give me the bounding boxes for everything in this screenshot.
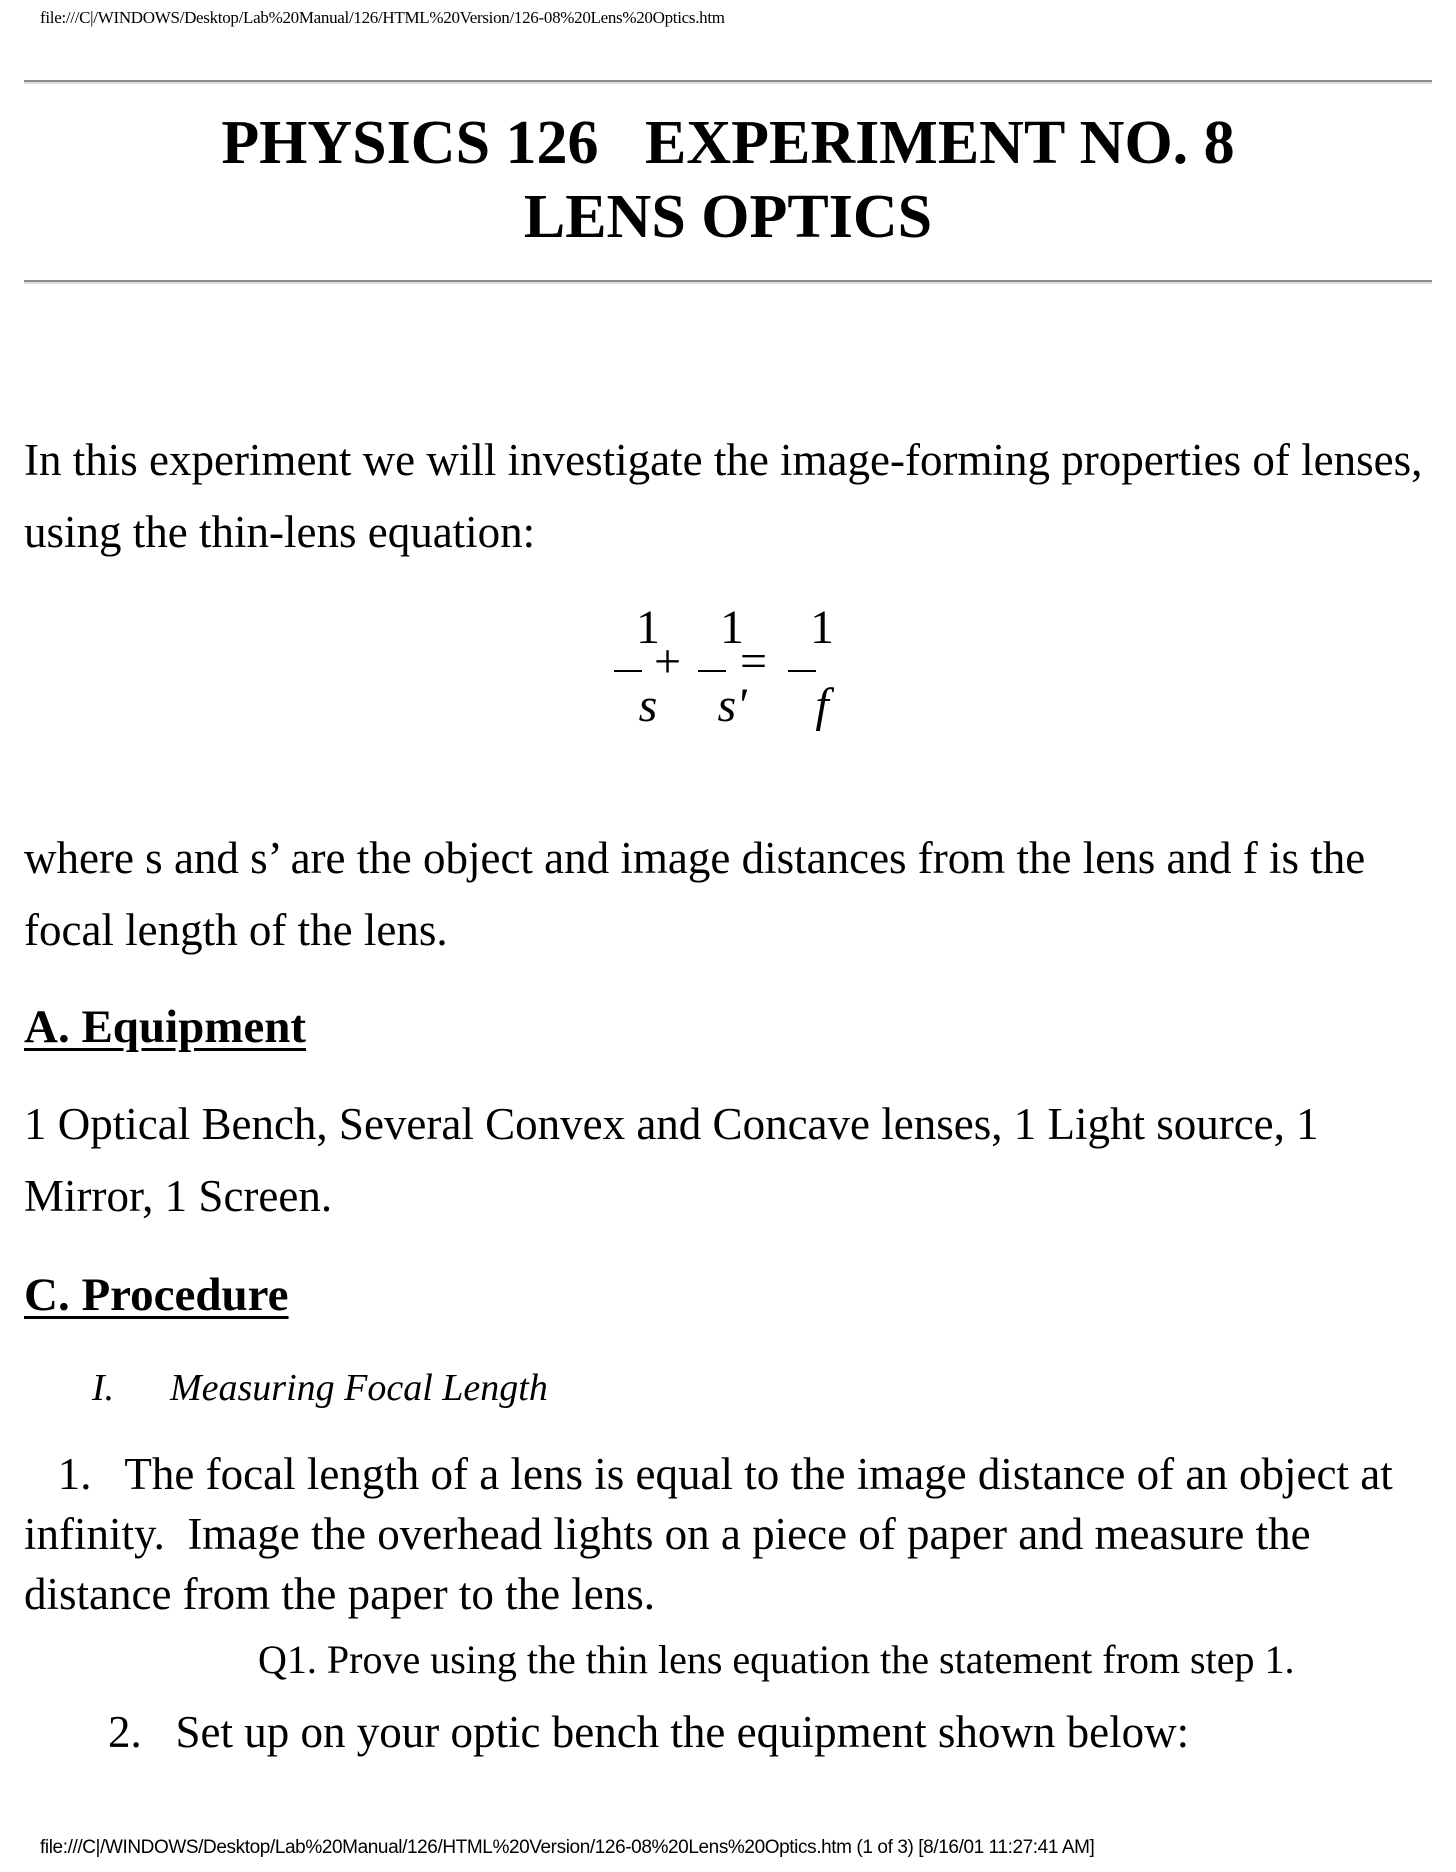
top-rule: [24, 80, 1432, 84]
denominator: s': [717, 679, 747, 732]
plus-sign: +: [654, 635, 682, 688]
fraction-bar: [698, 670, 726, 672]
numerator: 1: [810, 601, 834, 654]
thin-lens-equation: [608, 600, 848, 750]
subsection-title: [92, 1366, 548, 1410]
intro-paragraph: In this experiment we will investigate the image-forming properties of lenses, using the thin-lens equation:: [24, 435, 1423, 557]
question-q1: Q1. Prove using the thin lens equation the statement from step 1.: [258, 1637, 1295, 1682]
bottom-rule: [24, 280, 1432, 284]
where-paragraph: where s and s’ are the object and image distances from the lens and f is the focal length of the lens.: [24, 833, 1366, 955]
numerator: 1: [720, 601, 744, 654]
numerator: 1: [636, 601, 660, 654]
procedure-step-1: 1. The focal length of a lens is equal to the image distance of an object at infinity. Image the overhead lights on a piece of paper and measure the distance from the paper to the lens.: [24, 1449, 1404, 1619]
denominator: s: [638, 679, 658, 732]
header-url: file:///C|/WINDOWS/Desktop/Lab%20Manual/126/HTML%20Version/126-08%20Lens%20Optics.htm: [40, 8, 725, 27]
fraction-bar: [614, 670, 642, 672]
page-title-line1: PHYSICS 126 EXPERIMENT NO. 8: [221, 109, 1235, 177]
page-title-line2: LENS OPTICS: [523, 183, 933, 251]
subsection-number: I.: [92, 1367, 115, 1409]
denominator: f: [815, 679, 829, 732]
procedure-step-2: 2. Set up on your optic bench the equipment shown below:: [108, 1707, 1190, 1757]
fraction-bar: [788, 670, 816, 672]
section-a-heading: A. Equipment: [24, 1001, 307, 1053]
equipment-list: 1 Optical Bench, Several Convex and Concave lenses, 1 Light source, 1 Mirror, 1 Screen.: [24, 1099, 1319, 1221]
equals-sign: =: [740, 635, 768, 688]
footer-url: file:///C|/WINDOWS/Desktop/Lab%20Manual/126/HTML%20Version/126-08%20Lens%20Optics.htm (1 of 3) [8/16/01 11:27:41 AM]: [40, 1837, 1095, 1858]
section-c-heading: C. Procedure: [24, 1269, 289, 1321]
subsection-label: Measuring Focal Length: [170, 1367, 548, 1409]
